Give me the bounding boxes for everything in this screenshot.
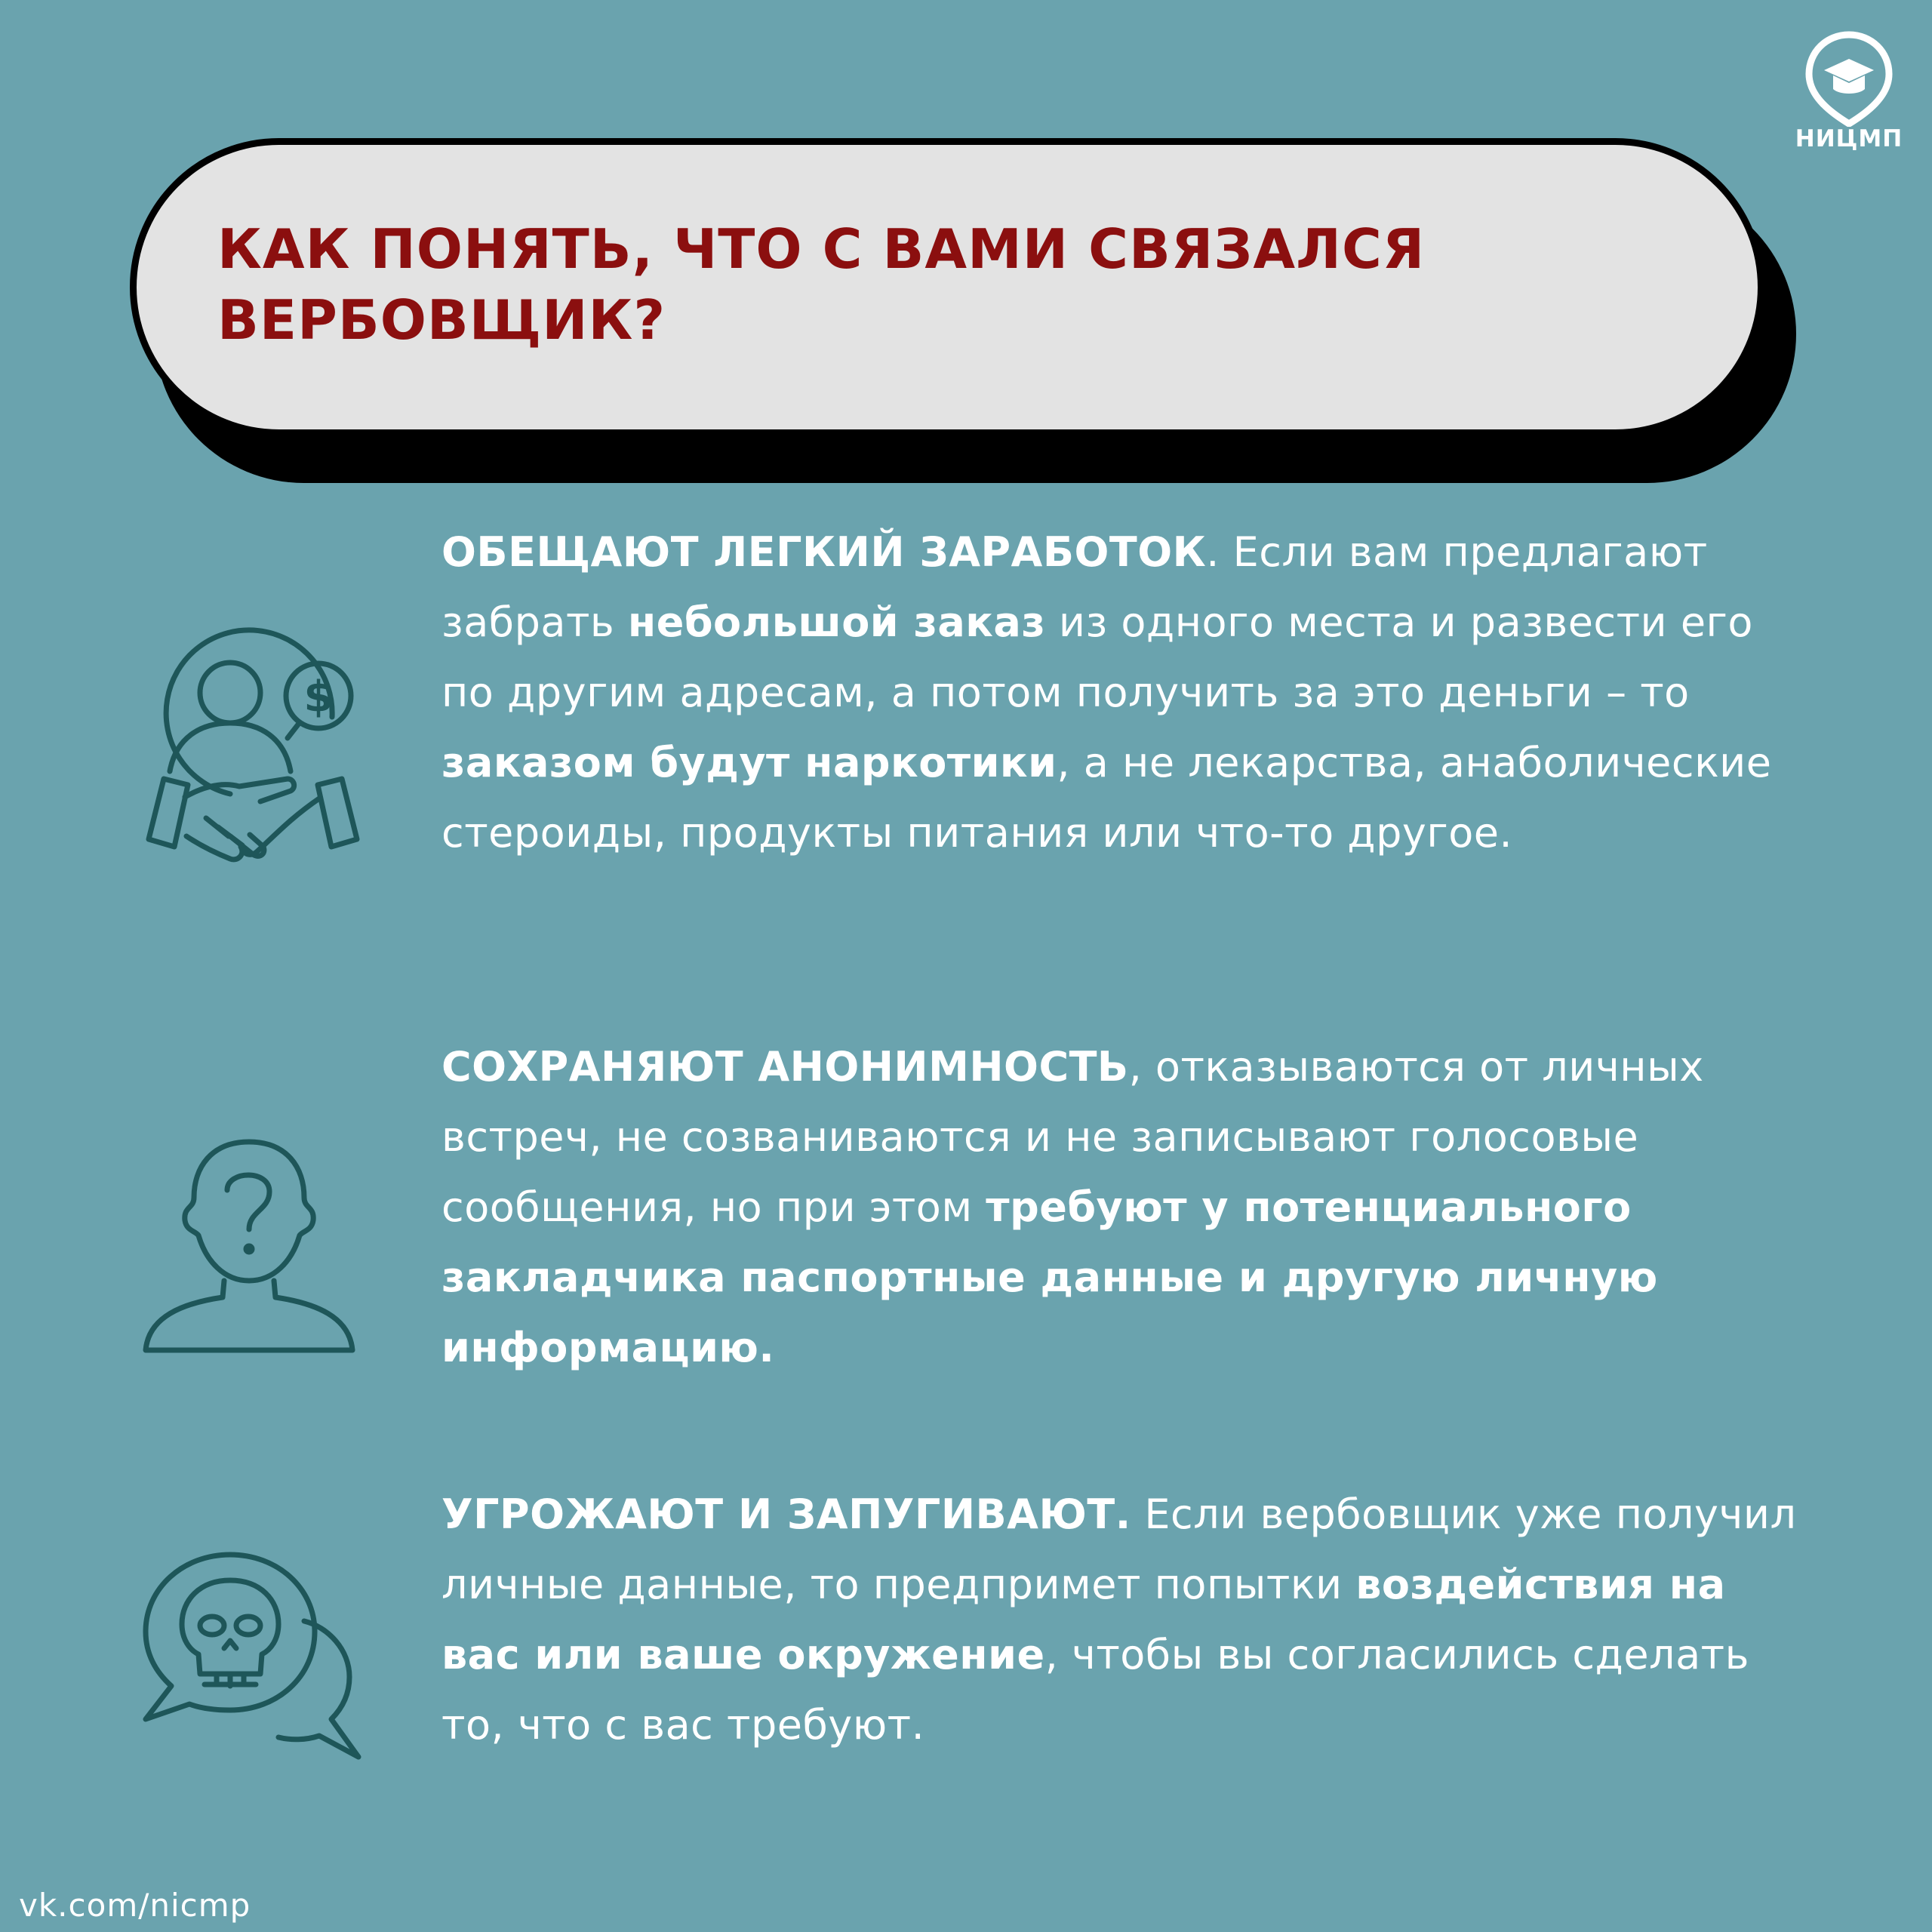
anonymous-person-icon — [140, 1136, 358, 1355]
section-3-text-2: , чтобы вы согласились сделать то, что с вас требуют. — [441, 1631, 1749, 1749]
section-easy-money — [441, 517, 1804, 868]
section-1-text-3: , а не лекарства, анаболические стероиды, продукты питания или что-то другое. — [441, 739, 1772, 857]
section-3-heading: УГРОЖАЮТ И ЗАПУГИВАЮТ. — [441, 1491, 1131, 1538]
handshake-dollar-icon — [140, 619, 366, 891]
section-2-text-1: , отказываются от личных встреч, не созваниваются и не записывают голосовые сообщения, но при этом — [441, 1043, 1704, 1231]
skull-speech-bubble-icon — [140, 1547, 366, 1766]
brand-logo — [1777, 29, 1921, 157]
section-threats — [441, 1479, 1804, 1760]
section-1-text-1: . Если вам предлагают забрать — [441, 528, 1708, 646]
section-1-bold-1: небольшой заказ — [627, 598, 1046, 646]
footer-url: vk.com/nicmp — [19, 1887, 251, 1924]
logo-text: НИЦМП — [1795, 125, 1903, 152]
graduation-cap-location-pin-icon — [1801, 29, 1897, 127]
title-line-2: ВЕРБОВЩИК? — [217, 288, 666, 352]
section-1-bold-2: заказом будут наркотики — [441, 739, 1057, 786]
section-2-heading: СОХРАНЯЮТ АНОНИМНОСТЬ — [441, 1043, 1129, 1091]
section-1-heading: ОБЕЩАЮТ ЛЕГКИЙ ЗАРАБОТОК — [441, 528, 1207, 576]
section-2-bold-1: требуют у потенциального закладчика паспортные данные и другую личную информацию. — [441, 1183, 1658, 1371]
section-3-bold-1: воздействия на вас или ваше окружение — [441, 1561, 1726, 1678]
section-anonymity — [441, 1032, 1804, 1383]
title-line-1: КАК ПОНЯТЬ, ЧТО С ВАМИ СВЯЗАЛСЯ — [217, 217, 1426, 281]
page-title — [217, 214, 1651, 355]
svg-text:$: $ — [303, 672, 334, 721]
section-3-text-1: Если вербовщик уже получил личные данные, то предпримет попытки — [441, 1491, 1797, 1608]
section-1-text-2: из одного места и развести его по другим адресам, а потом получить за это деньги – то — [441, 598, 1753, 716]
